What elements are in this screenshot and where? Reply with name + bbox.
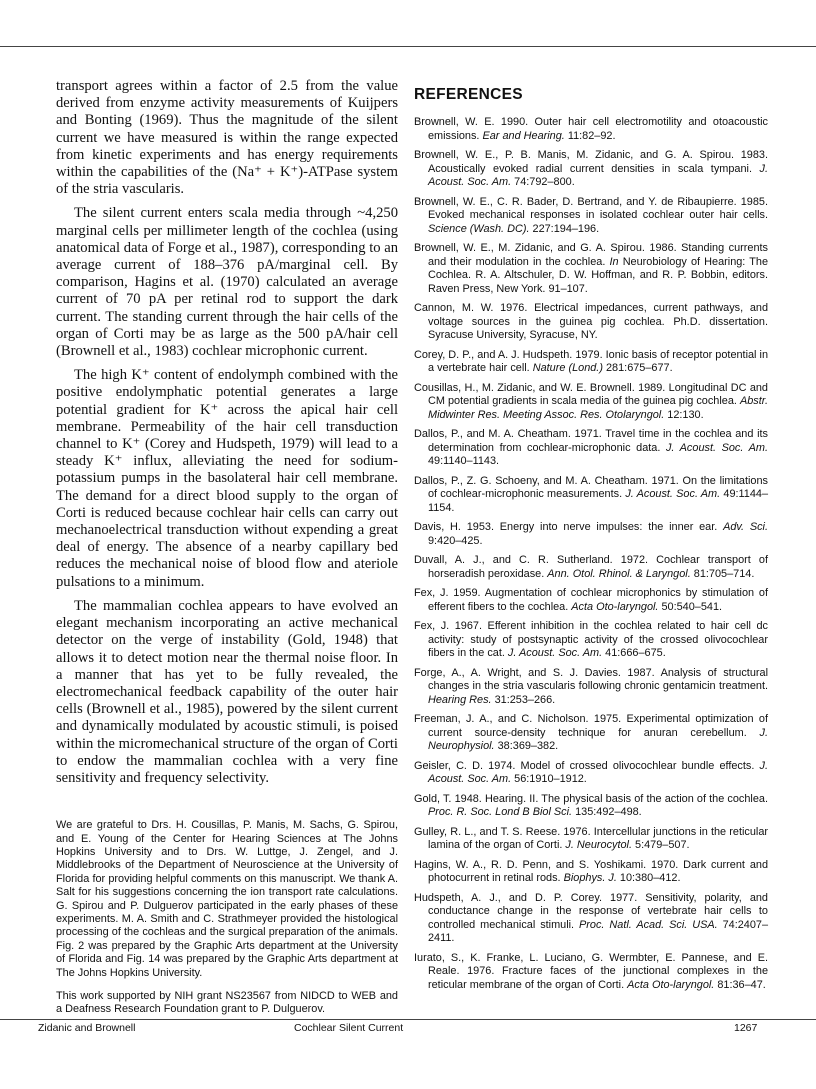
- reference-item: [414, 667, 768, 708]
- reference-text: Gold, T. 1948. Hearing. II. The physical basis of the action of the cochlea.: [414, 792, 768, 805]
- reference-item: [414, 554, 768, 581]
- reference-item: [414, 116, 768, 143]
- reference-volume-pages: 81:36–47.: [714, 978, 766, 991]
- reference-source: Biophys. J.: [563, 872, 617, 884]
- reference-item: [414, 475, 768, 516]
- reference-text: Fex, J. 1967. Efferent inhibition in the cochlea related to hair cell dc activity: study of postsynaptic activity of the crossed olivocochlear fibers in the cat.: [414, 620, 768, 659]
- reference-text: Hudspeth, A. J., and D. P. Corey. 1977. Sensitivity, polarity, and conductance change in the response of vertebrate hair cells to controlled mechanical stimuli.: [414, 891, 768, 931]
- right-column: [414, 78, 768, 998]
- reference-text: Brownell, W. E., P. B. Manis, M. Zidanic, and G. A. Spirou. 1983. Acoustically evoked radial current densities in scala tympani.: [414, 149, 768, 175]
- reference-source: J. Acoust. Soc. Am.: [665, 441, 768, 454]
- funding-paragraph: This work supported by NIH grant NS23567 from NIDCD to WEB and a Deafness Research Foundation grant to P. Dulguerov.: [56, 990, 398, 1016]
- reference-item: [414, 587, 768, 614]
- reference-volume-pages: 74:2407–2411.: [428, 918, 769, 944]
- reference-item: [414, 242, 768, 296]
- reference-item: [414, 826, 768, 853]
- reference-volume-pages: 49:1144–1154.: [428, 488, 768, 514]
- reference-item: [414, 349, 768, 376]
- footer-authors: Zidanic and Brownell: [38, 1022, 136, 1034]
- reference-volume-pages: 50:540–541.: [658, 600, 723, 613]
- reference-volume-pages: 74:792–800.: [511, 176, 575, 188]
- reference-text: Duvall, A. J., and C. R. Sutherland. 1972. Cochlear transport of horseradish peroxidase.: [414, 554, 768, 580]
- reference-text: Brownell, W. E., C. R. Bader, D. Bertrand, and Y. de Ribaupierre. 1985. Evoked mechanical responses in isolated cochlear outer hair cells.: [414, 195, 768, 221]
- reference-volume-pages: 49:1140–1143.: [428, 455, 500, 467]
- reference-item: [414, 892, 768, 946]
- reference-source: Acta Oto-laryngol.: [627, 978, 715, 991]
- reference-text: Fex, J. 1959. Augmentation of cochlear microphonics by stimulation of efferent fibers to the cochlea.: [414, 587, 768, 613]
- left-column: [56, 78, 398, 1027]
- reference-source: Adv. Sci.: [723, 521, 768, 533]
- reference-item: [414, 859, 768, 886]
- acknowledgments: [56, 819, 398, 1017]
- reference-volume-pages: 12:130.: [664, 408, 704, 421]
- reference-item: [414, 196, 768, 237]
- reference-source: Science (Wash. DC).: [428, 222, 530, 235]
- reference-volume-pages: 10:380–412.: [616, 872, 681, 884]
- reference-source: Ear and Hearing.: [482, 129, 565, 142]
- footer-rule: [0, 1019, 816, 1020]
- reference-text: Brownell, W. E. 1990. Outer hair cell electromotility and otoacoustic emissions.: [414, 116, 768, 142]
- reference-item: [414, 382, 768, 423]
- reference-text: Iurato, S., K. Franke, L. Luciano, G. Wermbter, E. Pannese, and E. Reale. 1976. Fracture faces of the junctional complexes in the reticular membrane of the organ of Corti.: [414, 951, 768, 991]
- reference-item: [414, 620, 768, 661]
- reference-volume-pages: Neurobiology of Hearing: The Cochlea. R. A. Altschuler, D. W. Hoffman, and R. P. Bobbin, editors. Raven Press, New York. 91–107.: [428, 255, 769, 295]
- reference-item: [414, 302, 768, 343]
- reference-text: Gulley, R. L., and T. S. Reese. 1976. Intercellular junctions in the reticular lamina of the organ of Corti.: [414, 825, 768, 851]
- reference-volume-pages: 281:675–677.: [602, 362, 673, 374]
- reference-text: Dallos, P., Z. G. Schoeny, and M. A. Cheatham. 1971. On the limitations of cochlear-microphonic measurements.: [414, 474, 768, 500]
- reference-text: Corey, D. P., and A. J. Hudspeth. 1979. Ionic basis of receptor potential in a vertebrate hair cell.: [414, 348, 768, 374]
- top-rule: [0, 46, 816, 47]
- reference-volume-pages: 56:1910–1912.: [511, 773, 587, 785]
- reference-text: Cousillas, H., M. Zidanic, and W. E. Brownell. 1989. Longitudinal DC and CM potential gradients in scala media of the guinea pig cochlea.: [414, 381, 768, 407]
- body-paragraph: The silent current enters scala media through ~4,250 marginal cells per millimeter length of the cochlea (using anatomical data of Forge et al., 1987), corresponding to an average current of 188–376 pA/marginal cell. By comparison, Hagins et al. (1970) calculated an average current of 70 pA per retinal rod to support the dark current. The standing current through the hair cells of the organ of Corti may be as large as the 500 pA/hair cell (Brownell et al., 1983) cochlear microphonic current.: [56, 205, 398, 360]
- body-paragraph: transport agrees within a factor of 2.5 from the value derived from enzyme activity measurements of Kuijpers and Bonting (1969). Thus the magnitude of the silent current we have measured is within the range expected from kinetic experiments and has energy requirements within the capabilities of the (Na⁺ + K⁺)-ATPase system of the stria vascularis.: [56, 78, 398, 198]
- reference-source: Nature (Lond.): [532, 362, 603, 374]
- body-paragraph: The mammalian cochlea appears to have evolved an elegant mechanism incorporating an active mechanical detector on the verge of instability (Gold, 1948) that allows it to detect motion near the thermal noise floor. In a manner that has yet to be fully revealed, the electromechanical feedback capability of the outer hair cells (Brownell et al., 1985), powered by the silent current and dynamically modulated by acoustic stimuli, is poised within the micromechanical structure of the organ of Corti to endow the mammalian cochlea with a very fine sensitivity and frequency selectivity.: [56, 597, 398, 786]
- reference-source: Ann. Otol. Rhinol. & Laryngol.: [547, 567, 691, 580]
- reference-item: [414, 149, 768, 190]
- acknowledgment-paragraph: We are grateful to Drs. H. Cousillas, P. Manis, M. Sachs, G. Spirou, and E. Young of the Center for Hearing Sciences at The Johns Hopkins University and to Drs. W. Luttge, J. Zengel, and J. Middlebrooks of the Department of Neuroscience at the University of Florida for providing helpful comments on this manuscript. We thank A. Salt for his suggestions concerning the ion transport rate calculations. G. Spirou and P. Dulguerov participated in the early phases of these experiments. M. A. Smith and C. Strathmeyer provided the histological processing of the cochleas and the surgical preparation of the animals. Fig. 2 was prepared by the Graphic Arts department at the University of Florida and Fig. 14 was prepared by the Graphic Arts department at The Johns Hopkins University.: [56, 819, 398, 979]
- reference-volume-pages: 31:253–266.: [491, 693, 556, 706]
- reference-source: In: [609, 255, 619, 268]
- reference-volume-pages: 81:705–714.: [690, 567, 755, 580]
- references-heading: REFERENCES: [414, 86, 523, 103]
- reference-source: J. Acoust. Soc. Am.: [625, 488, 721, 500]
- reference-text: Geisler, C. D. 1974. Model of crossed olivocochlear bundle effects.: [414, 759, 760, 772]
- reference-source: J. Neurophysiol.: [428, 726, 768, 752]
- reference-volume-pages: 38:369–382.: [494, 740, 559, 752]
- reference-source: Abstr. Midwinter Res. Meeting Assoc. Res. Otolaryngol.: [428, 395, 768, 421]
- reference-source: Proc. R. Soc. Lond B Biol Sci.: [428, 806, 573, 818]
- reference-text: Forge, A., A. Wright, and S. J. Davies. 1987. Analysis of structural changes in the stria vascularis following chronic gentamicin treatment.: [414, 666, 768, 692]
- reference-item: [414, 760, 768, 787]
- reference-item: [414, 793, 768, 820]
- reference-source: Hearing Res.: [428, 693, 492, 706]
- reference-text: Brownell, W. E., M. Zidanic, and G. A. Spirou. 1986. Standing currents and their modulation in the cochlea.: [414, 242, 768, 268]
- reference-item: [414, 713, 768, 754]
- body-paragraph: The high K⁺ content of endolymph combined with the positive endolymphatic potential generates a large potential gradient for K⁺ across the apical hair cell membrane. Permeability of the hair cell transduction channel to K⁺ (Corey and Hudspeth, 1979) will lead to a steady K⁺ influx, alleviating the need for sodium-potassium pumps in the basolateral hair cell membrane. The demand for a direct blood supply to the organ of Corti is reduced because cochlear hair cells can carry out mechanoelectrical transduction without expending a great deal of energy. The absence of a nearby capillary bed reduces the mechanical noise of blood flow and ateriole pulsations to a minimum.: [56, 367, 398, 590]
- reference-text: Dallos, P., and M. A. Cheatham. 1971. Travel time in the cochlea and its determination from cochlear-microphonic data.: [414, 428, 768, 454]
- reference-text: Freeman, J. A., and C. Nicholson. 1975. Experimental optimization of current source-density technique for anuran cerebellum.: [414, 713, 768, 739]
- reference-source: J. Acoust. Soc. Am.: [428, 759, 768, 785]
- reference-volume-pages: 135:492–498.: [572, 806, 642, 818]
- footer-running-title: Cochlear Silent Current: [294, 1022, 404, 1034]
- reference-volume-pages: 9:420–425.: [428, 534, 483, 547]
- references-list: [414, 116, 768, 992]
- reference-text: Hagins, W. A., R. D. Penn, and S. Yoshikami. 1970. Dark current and photocurrent in retinal rods.: [414, 858, 768, 884]
- reference-volume-pages: 227:194–196.: [529, 222, 600, 235]
- reference-text: Cannon, M. W. 1976. Electrical impedances, current pathways, and voltage sources in the guinea pig cochlea. Ph.D. dissertation. Syracuse University, Syracuse, NY.: [414, 302, 768, 341]
- reference-volume-pages: 41:666–675.: [602, 647, 666, 659]
- reference-text: Davis, H. 1953. Energy into nerve impulses: the inner ear.: [414, 521, 724, 533]
- reference-source: Proc. Natl. Acad. Sci. USA.: [579, 918, 718, 931]
- page-number: 1267: [734, 1022, 758, 1034]
- reference-source: Acta Oto-laryngol.: [571, 600, 659, 613]
- reference-volume-pages: 11:82–92.: [564, 129, 616, 142]
- reference-source: J. Acoust. Soc. Am.: [428, 162, 768, 188]
- reference-item: [414, 428, 768, 469]
- reference-item: [414, 952, 768, 993]
- reference-volume-pages: 5:479–507.: [632, 839, 690, 851]
- reference-source: J. Acoust. Soc. Am.: [507, 647, 603, 659]
- reference-item: [414, 521, 768, 548]
- reference-source: J. Neurocytol.: [565, 839, 632, 851]
